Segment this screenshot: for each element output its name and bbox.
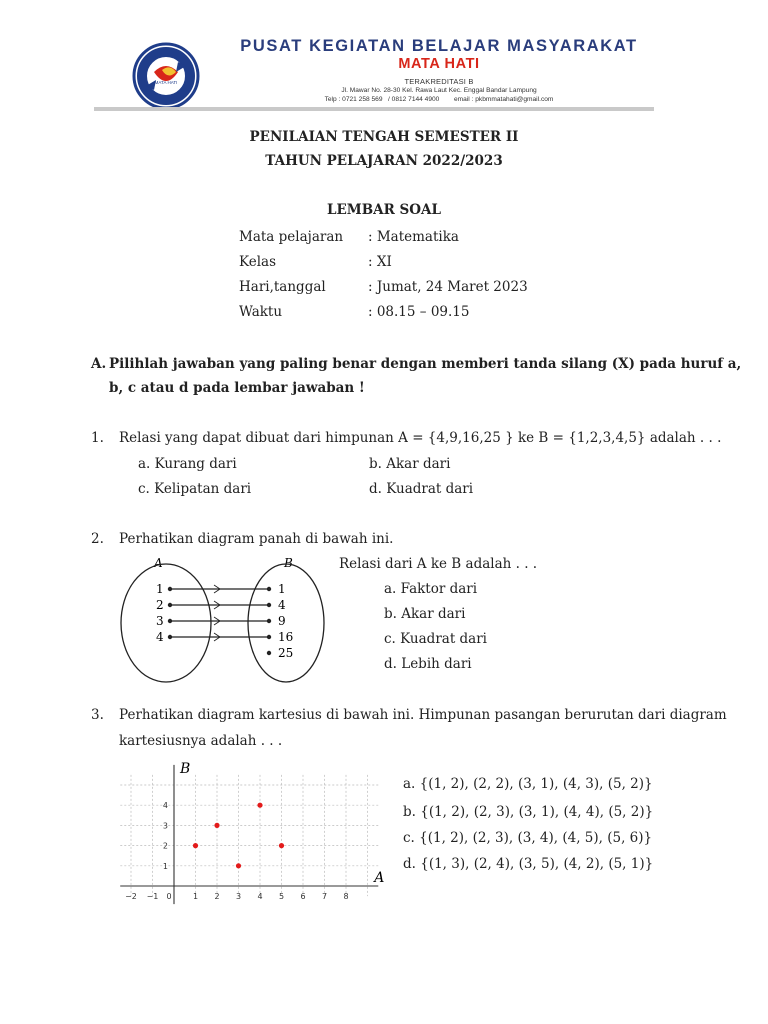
x-tick-label: −2 <box>125 892 137 901</box>
info-label-class: Kelas <box>239 254 277 270</box>
q3-option-b: b. {(1, 2), (2, 3), (3, 1), (4, 4), (5, 2)} <box>403 804 654 820</box>
set-b-label: B <box>284 556 293 570</box>
data-point <box>257 803 262 808</box>
sheet-title: LEMBAR SOAL <box>326 202 441 218</box>
svg-text:MATA HATI: MATA HATI <box>154 80 178 85</box>
contact: Telp : 0721 258 569 / 0812 7144 4900 email : pkbmmatahati@gmail.com <box>324 96 554 103</box>
y-tick-label: 1 <box>162 861 168 871</box>
header-divider <box>94 107 654 111</box>
q3-option-a: a. {(1, 2), (2, 2), (3, 1), (4, 3), (5, 2)} <box>403 776 653 792</box>
q2-option-d: d. Lebih dari <box>384 656 472 672</box>
a-value-3: 3 <box>156 614 164 628</box>
info-label-date: Hari,tanggal <box>239 279 326 295</box>
q1-option-d: d. Kuadrat dari <box>369 481 474 497</box>
accreditation: TERAKREDITASI B <box>404 77 474 86</box>
q2-option-a: a. Faktor dari <box>384 581 478 597</box>
q3-number: 3. <box>91 707 104 723</box>
info-value-subject: : Matematika <box>368 229 459 245</box>
q2-option-c: c. Kuadrat dari <box>384 631 487 647</box>
set-a-label: A <box>154 556 163 570</box>
cartesian-chart <box>118 760 390 916</box>
set-a-ellipse <box>121 564 211 682</box>
q1-text: Relasi yang dapat dibuat dari himpunan A = {4,9,16,25 } ke B = {1,2,3,4,5} adalah . . . <box>119 430 722 446</box>
data-point <box>193 843 198 848</box>
x-tick-label: 5 <box>278 892 285 901</box>
q1-option-c: c. Kelipatan dari <box>138 481 252 497</box>
q3-text-2: kartesiusnya adalah . . . <box>119 733 283 749</box>
q3-text: Perhatikan diagram kartesius di bawah ini. Himpunan pasangan berurutan dari diagram <box>119 707 727 723</box>
q3-option-d: d. {(1, 3), (2, 4), (3, 5), (4, 2), (5, 1)} <box>403 856 654 872</box>
b-value-2: 4 <box>278 598 286 612</box>
q2-option-b: b. Akar dari <box>384 606 466 622</box>
x-tick-label: 2 <box>214 892 220 901</box>
address: Jl. Mawar No. 28-30 Kel. Rawa Laut Kec. Enggal Bandar Lampung <box>341 87 537 94</box>
q1-option-a: a. Kurang dari <box>138 456 237 472</box>
x-tick-label: 4 <box>257 892 263 901</box>
q1-number: 1. <box>91 430 104 446</box>
info-label-time: Waktu <box>239 304 283 320</box>
a-value-4: 4 <box>156 630 164 644</box>
set-b-ellipse <box>248 564 324 682</box>
school-logo <box>132 42 200 110</box>
info-value-time: : 08.15 – 09.15 <box>368 304 470 320</box>
a-value-2: 2 <box>156 598 164 612</box>
q1-option-b: b. Akar dari <box>369 456 451 472</box>
data-point <box>279 843 284 848</box>
q2-number: 2. <box>91 531 104 547</box>
section-a-prefix: A. <box>91 356 107 372</box>
arrow-diagram <box>118 553 328 691</box>
x-tick-label: 0 <box>166 892 172 901</box>
section-a-instruction: Pilihlah jawaban yang paling benar dengan memberi tanda silang (X) pada huruf a, <box>109 356 742 372</box>
b-value-5: 25 <box>278 646 294 660</box>
data-point <box>236 863 241 868</box>
x-axis-label: A <box>374 870 385 886</box>
b-value-1: 1 <box>278 582 286 596</box>
x-tick-label: 6 <box>300 892 306 901</box>
q3-option-c: c. {(1, 2), (2, 3), (3, 4), (4, 5), (5, 6)} <box>403 830 653 846</box>
b-value-4: 16 <box>278 630 294 644</box>
y-tick-label: 3 <box>162 821 168 831</box>
b-value-3: 9 <box>278 614 286 628</box>
x-tick-label: 8 <box>343 892 349 901</box>
institution-subtitle: MATA HATI <box>398 56 480 72</box>
academic-year: TAHUN PELAJARAN 2022/2023 <box>265 153 503 169</box>
a-value-1: 1 <box>156 582 164 596</box>
data-point <box>214 823 219 828</box>
y-tick-label: 4 <box>162 801 168 811</box>
x-tick-label: 3 <box>235 892 242 901</box>
info-value-class: : XI <box>368 254 392 270</box>
x-tick-label: 1 <box>192 892 199 901</box>
y-axis-label: B <box>180 760 191 777</box>
y-tick-label: 2 <box>162 841 168 851</box>
q2-text: Perhatikan diagram panah di bawah ini. <box>119 531 394 547</box>
institution-name: PUSAT KEGIATAN BELAJAR MASYARAKAT <box>240 37 638 55</box>
exam-title: PENILAIAN TENGAH SEMESTER II <box>249 129 519 145</box>
section-a-instruction-2: b, c atau d pada lembar jawaban ! <box>109 380 365 396</box>
q2-relation: Relasi dari A ke B adalah . . . <box>339 556 538 572</box>
info-label-subject: Mata pelajaran <box>239 229 344 245</box>
info-value-date: : Jumat, 24 Maret 2023 <box>368 279 528 295</box>
x-tick-label: −1 <box>146 892 159 901</box>
x-tick-label: 7 <box>321 892 328 901</box>
